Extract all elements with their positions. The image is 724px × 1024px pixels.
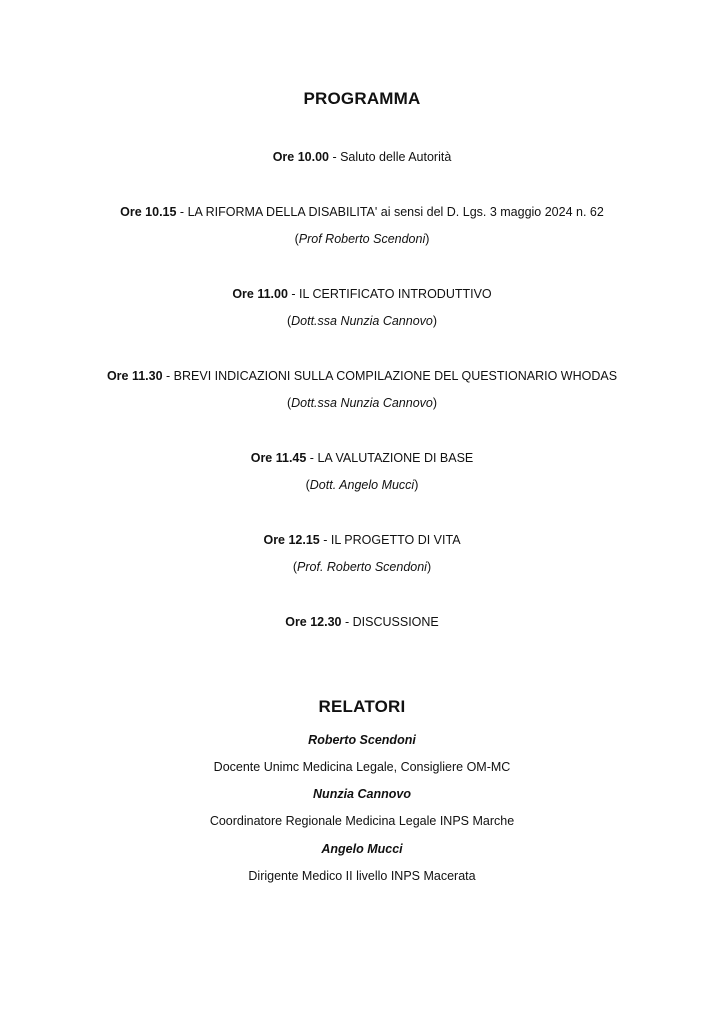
item-time: Ore 12.30: [285, 615, 342, 629]
item-time: Ore 11.00: [232, 287, 288, 301]
speaker-name: Dott.ssa Nunzia Cannovo: [291, 396, 433, 410]
item-text: IL PROGETTO DI VITA: [330, 533, 461, 547]
programma-item: [0, 150, 724, 164]
item-separator: -: [162, 369, 174, 383]
relatore-role: Coordinatore Regionale Medicina Legale INPS Marche: [209, 814, 515, 828]
programma-item: [0, 287, 724, 301]
relatore-role: Docente Unimc Medicina Legale, Consigliere OM-MC: [213, 760, 511, 774]
item-speaker: (Dott. Angelo Mucci): [305, 478, 419, 492]
item-text: IL CERTIFICATO INTRODUTTIVO: [299, 287, 492, 301]
relatore-role: Dirigente Medico II livello INPS Macerata: [248, 869, 476, 883]
item-speaker: (Prof. Roberto Scendoni): [292, 560, 432, 574]
programma-item: [0, 205, 724, 219]
relatore-name-text: Roberto Scendoni: [308, 733, 416, 747]
programma-title: PROGRAMMA: [303, 89, 421, 108]
item-speaker: (Dott.ssa Nunzia Cannovo): [286, 396, 438, 410]
item-separator: -: [306, 451, 318, 465]
relatore-name-text: Nunzia Cannovo: [313, 787, 411, 801]
speaker-name: Dott. Angelo Mucci: [309, 478, 415, 492]
item-separator: -: [319, 533, 331, 547]
item-time: Ore 11.45: [250, 451, 307, 465]
speaker-name: Prof. Roberto Scendoni: [297, 560, 427, 574]
relatore-name: [0, 842, 724, 856]
item-separator: -: [341, 615, 353, 629]
item-speaker: (Prof Roberto Scendoni): [294, 232, 430, 246]
relatore-name: [0, 733, 724, 747]
relatore-name: [0, 787, 724, 801]
item-time: Ore 10.00: [272, 150, 329, 164]
item-separator: -: [328, 150, 341, 164]
item-time: Ore 12.15: [263, 533, 320, 547]
relatori-title: RELATORI: [318, 697, 406, 716]
speaker-name: Prof Roberto Scendoni: [298, 232, 426, 246]
programma-item: [0, 451, 724, 465]
relatore-name-text: Angelo Mucci: [321, 842, 403, 856]
item-separator: -: [287, 287, 300, 301]
item-separator: -: [176, 205, 188, 219]
item-time: Ore 10.15: [120, 205, 177, 219]
item-text: LA RIFORMA DELLA DISABILITA' ai sensi del D. Lgs. 3 maggio 2024 n. 62: [187, 205, 604, 219]
item-text: BREVI INDICAZIONI SULLA COMPILAZIONE DEL QUESTIONARIO WHODAS: [173, 369, 618, 383]
speaker-name: Dott.ssa Nunzia Cannovo: [291, 314, 433, 328]
item-text: LA VALUTAZIONE DI BASE: [317, 451, 474, 465]
programma-item: [0, 369, 724, 383]
item-text: Saluto delle Autorità: [340, 150, 452, 164]
item-speaker: (Dott.ssa Nunzia Cannovo): [286, 314, 438, 328]
programma-item: [0, 533, 724, 547]
item-time: Ore 11.30: [106, 369, 163, 383]
item-text: DISCUSSIONE: [352, 615, 439, 629]
programma-item: [0, 615, 724, 629]
